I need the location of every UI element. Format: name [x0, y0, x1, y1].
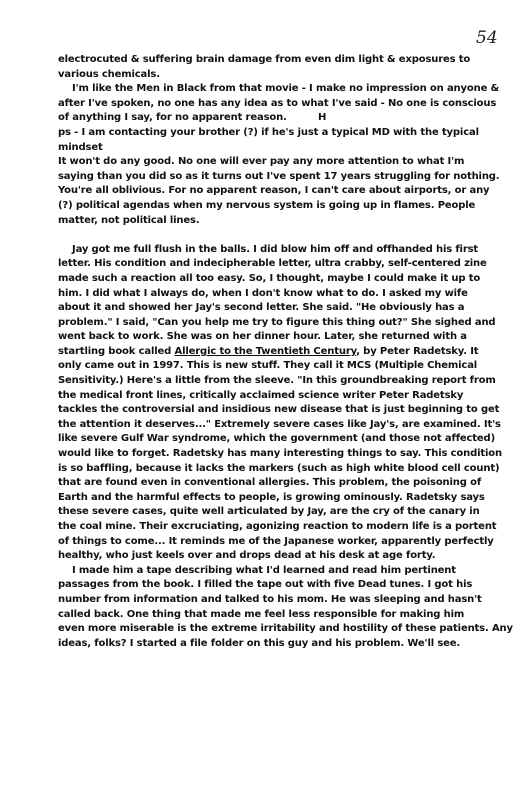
text-line: Jay got me full flush in the balls. I did blow him off and offhanded his first — [72, 243, 479, 255]
text-line: I made him a tape describing what I'd learned and read him pertinent — [72, 564, 456, 576]
text-line: healthy, who just keels over and drops dead at his desk at age forty. — [58, 550, 436, 562]
text-fragment: , by Peter Radetsky. It — [356, 345, 479, 357]
text-line: passages from the book. I filled the tape out with five Dead tunes. I got his — [58, 579, 473, 591]
letter-body — [58, 53, 513, 651]
text-line: You're all oblivious. For no apparent reason, I can't care about airports, or any — [58, 185, 490, 197]
text-line: called back. One thing that made me feel less responsible for making him — [58, 608, 465, 620]
text-fragment: startling book called — [58, 345, 175, 357]
text-line: is so baffling, because it lacks the markers (such as high white blood cell count) — [58, 462, 500, 474]
text-line: letter. His condition and indecipherable letter, ultra crabby, self-centered zine — [58, 258, 487, 270]
text-line: that are found even in conventional allergies. This problem, the poisoning of — [58, 477, 482, 489]
text-line: the coal mine. Their excruciating, agonizing reaction to modern life is a portent — [58, 521, 497, 532]
text-line: ideas, folks? I started a file folder on this guy and his problem. We'll see. — [58, 637, 461, 649]
text-line: after I've spoken, no one has any idea as to what I've said - No one is conscious — [58, 97, 497, 109]
text-line — [58, 345, 506, 360]
text-line: the attention it deserves..." Extremely severe cases like Jay's, are examined. It's — [58, 418, 501, 430]
text-line: like severe Gulf War syndrome, which the government (and those not affected) — [58, 433, 495, 445]
text-line: would like to forget. Radetsky has many interesting things to say. This condition — [58, 448, 502, 460]
text-line: mindset — [58, 141, 103, 153]
handwritten-mark: H — [318, 112, 327, 124]
text-line: the medical front lines, critically acclaimed science writer Peter Radetsky — [58, 389, 464, 401]
text-line: electrocuted & suffering brain damage from even dim light & exposures to — [58, 54, 471, 65]
text-line — [58, 111, 506, 126]
text-line: Sensitivity.) Here's a little from the sleeve. "In this groundbreaking report from — [58, 375, 496, 387]
text-fragment: of anything I say, for no apparent reason. — [58, 112, 287, 124]
text-line: problem." I said, "Can you help me try to figure this thing out?" She sighed and — [58, 316, 496, 328]
text-line: went back to work. She was on her dinner hour. Later, she returned with a — [58, 331, 467, 343]
text-line: various chemicals. — [58, 68, 160, 80]
text-line: ps - I am contacting your brother (?) if he's just a typical MD with the typical — [58, 126, 479, 138]
text-line: number from information and talked to his mom. He was sleeping and hasn't — [58, 593, 482, 605]
text-line: him. I did what I always do, when I don't know what to do. I asked my wife — [58, 287, 468, 299]
text-line: of things to come... It reminds me of the Japanese worker, apparently perfectly — [58, 535, 494, 547]
text-line: saying than you did so as it turns out I've spent 17 years struggling for nothing. — [58, 170, 500, 182]
text-line: these severe cases, quite well articulated by Jay, are the cry of the canary in — [58, 506, 480, 518]
text-line: tackles the controversial and insidious new disease that is just beginning to get — [58, 404, 500, 416]
paragraph-gap — [58, 228, 506, 243]
text-line: Earth and the harmful effects to people, is growing ominously. Radetsky says — [58, 491, 485, 503]
text-line: made such a reaction all too easy. So, I thought, maybe I could make it up to — [58, 272, 481, 284]
text-line: only came out in 1997. This is new stuff. They call it MCS (Multiple Chemical — [58, 360, 478, 372]
book-title: Allergic to the Twentieth Century — [174, 345, 357, 357]
text-line: (?) political agendas when my nervous system is going up in flames. People — [58, 199, 476, 211]
page-number: 54 — [476, 28, 498, 48]
text-line: matter, not political lines. — [58, 214, 200, 226]
text-line: even more miserable is the extreme irritability and hostility of these patients. Any — [58, 623, 513, 635]
text-line: I'm like the Men in Black from that movie - I make no impression on anyone & — [72, 83, 500, 95]
text-line: about it and showed her Jay's second letter. She said. "He obviously has a — [58, 302, 465, 314]
text-line: It won't do any good. No one will ever pay any more attention to what I'm — [58, 156, 465, 168]
